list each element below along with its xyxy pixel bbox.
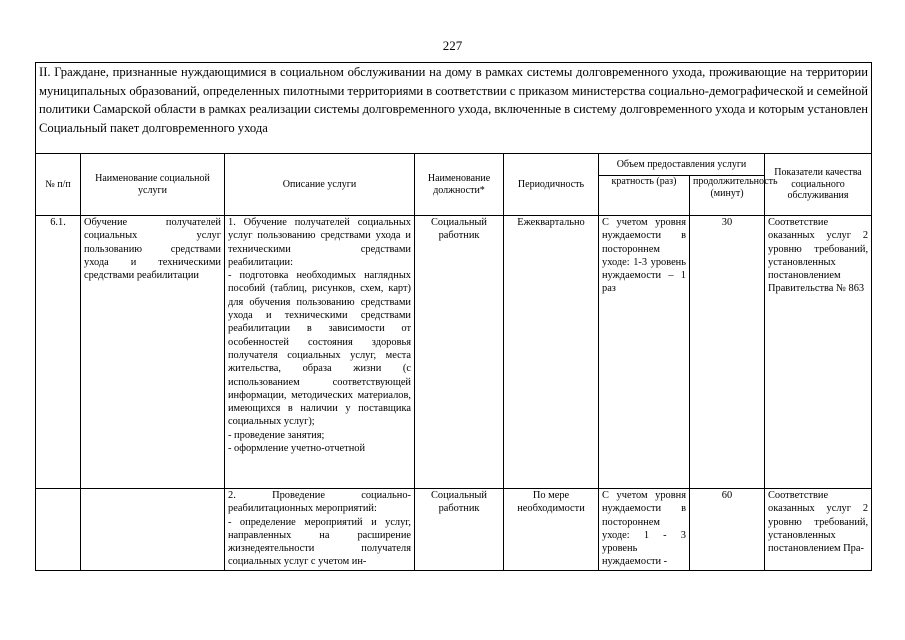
row-duration: 30 [690,216,765,489]
services-table [35,62,872,571]
header-description: Описание услуги [225,154,415,216]
row-frequency: С учетом уровня нуждаемости в постороннем уходе: 1 - 3 уровень нуждаемости - [599,489,690,571]
row-description: 2. Проведение социально-реабилитационных мероприятий: - определение мероприятий и услуг, направленных на расширение жизнедеятельности получателя социальных услуг с учетом ин- [225,489,415,571]
page-number: 227 [442,38,463,53]
header-num: № п/п [36,154,81,216]
row-periodicity: По мере необходимости [504,489,599,571]
header-quality: Показатели качества социального обслуживания [765,154,872,216]
header-position: Наименование должности* [415,154,504,216]
header-duration: продолжительность (минут) [690,176,765,216]
header-periodicity: Периодичность [504,154,599,216]
section-title-row [36,63,872,154]
row-quality: Соответствие оказанных услуг 2 уровню требований, установленных постановлением Правительства № 863 [765,216,872,489]
header-frequency: кратность (раз) [599,176,690,216]
row-frequency: С учетом уровня нуждаемости в постороннем уходе: 1-3 уровень нуждаемости – 1 раз [599,216,690,489]
header-row [36,154,872,176]
header-volume: Объем предоставления услуги [599,154,765,176]
row-description: 1. Обучение получателей социальных услуг пользованию средствами ухода и техническими средствами реабилитации: - подготовка необходимых наглядных пособий (таблиц, рисунков, схем, карт) для обучения пользованию средствами ухода и техническими средствами реабилитации в зависимости от особенностей состояния здоровья получателя социальных услуг, места жительства, образа жизни (с использованием соответствующей информации, методических материалов, имеющихся в наличии у поставщика социальных услуг); - проведение занятия; - оформление учетно-отчетной [225,216,415,489]
row-position: Социальный работник [415,489,504,571]
row-quality: Соответствие оказанных услуг 2 уровню требований, установленных постановлением Пра- [765,489,872,571]
row-periodicity: Ежеквартально [504,216,599,489]
header-service-name: Наименование социальной услуги [81,154,225,216]
row-position: Социальный работник [415,216,504,489]
row-num: 6.1. [36,216,81,489]
table-row [36,216,872,489]
row-duration: 60 [690,489,765,571]
section-title: II. Граждане, признанные нуждающимися в социальном обслуживании на дому в рамках системы долговременного ухода, проживающие на территории муниципальных образований, определенных пилотными территориями в соответствии с приказом министерства социально-демографической и семейной политики Самарской области в рамках реализации системы долговременного ухода, включенные в систему долговременного ухода и которым установлен Социальный пакет долговременного ухода [36,63,872,154]
table-row [36,489,872,571]
row-service-name: Обучение получателей социальных услуг пользованию средствами ухода и техническими средствами реабилитации [81,216,225,489]
row-service-name [81,489,225,571]
row-num [36,489,81,571]
